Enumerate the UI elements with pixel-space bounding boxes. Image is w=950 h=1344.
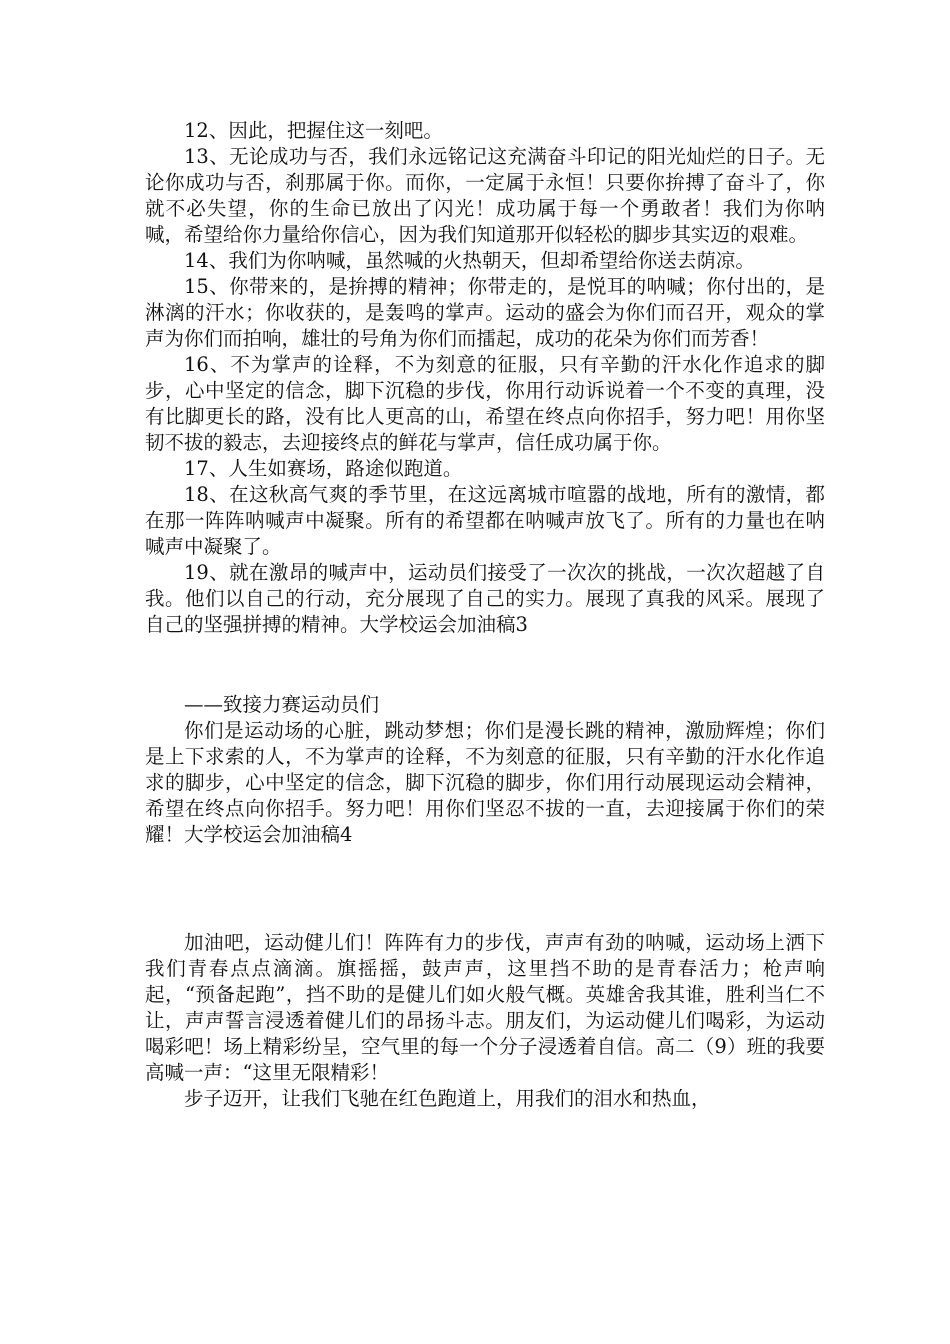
- paragraph-17: 17、人生如赛场，路途似跑道。: [184, 457, 463, 480]
- paragraph-19: 19、就在激昂的喊声中，运动员们接受了一次次的挑战，一次次超越了自我。他们以自己的行动，充分展现了自己的实力。展现了真我的风采。展现了自己的坚强拼搏的精神。大学校运会加油稿3: [145, 561, 825, 636]
- paragraph-15: 15、你带来的，是拚搏的精神；你带走的，是悦耳的呐喊；你付出的，是淋漓的汗水；你收获的，是轰鸣的掌声。运动的盛会为你们而召开，观众的掌声为你们而拍响，雄壮的号角为你们而擂起，成功的花朵为你们而芳香！: [145, 275, 825, 350]
- section-subtitle: ——致接力赛运动员们: [184, 693, 380, 716]
- paragraph-13: 13、无论成功与否，我们永远铭记这充满奋斗印记的阳光灿烂的日子。无论你成功与否，刹那属于你。而你，一定属于永恒！只要你拚搏了奋斗了，你就不必失望，你的生命已放出了闪光！成功属于每一个勇敢者！我们为你呐喊，希望给你力量给你信心，因为我们知道那开似轻松的脚步其实迈的艰难。: [145, 145, 825, 246]
- section-gap: [145, 638, 825, 692]
- paragraph-18: 18、在这秋高气爽的季节里，在这远离城市喧嚣的战地，所有的激情，都在那一阵阵呐喊声中凝聚。所有的希望都在呐喊声放飞了。所有的力量也在呐喊声中凝聚了。: [145, 483, 825, 558]
- paragraph-stride: 步子迈开，让我们飞驰在红色跑道上，用我们的泪水和热血，: [184, 1087, 711, 1110]
- paragraph-14: 14、我们为你呐喊，虽然喊的火热朝天，但却希望给你送去荫凉。: [184, 249, 755, 272]
- paragraph-relay: 你们是运动场的心脏，跳动梦想；你们是漫长跳的精神，激励辉煌；你们是上下求索的人，不为掌声的诠释，不为刻意的征服，只有辛勤的汗水化作追求的脚步，心中坚定的信念，脚下沉稳的脚步，你们用行动展现运动会精神，希望在终点向你招手。努力吧！用你们坚忍不拔的一直，去迎接属于你们的荣耀！大学校运会加油稿4: [145, 719, 825, 846]
- document-page: [145, 118, 825, 1112]
- paragraph-12: 12、因此，把握住这一刻吧。: [184, 119, 443, 142]
- paragraph-16: 16、不为掌声的诠释，不为刻意的征服，只有辛勤的汗水化作追求的脚步，心中坚定的信念，脚下沉稳的步伐，你用行动诉说着一个不变的真理，没有比脚更长的路，没有比人更高的山，希望在终点向你招手，努力吧！用你坚韧不拔的毅志，去迎接终点的鲜花与掌声，信任成功属于你。: [145, 353, 825, 454]
- section-gap: [145, 848, 825, 930]
- paragraph-cheer: 加油吧，运动健儿们！阵阵有力的步伐，声声有劲的呐喊，运动场上洒下我们青春点点滴滴。旗摇摇，鼓声声，这里挡不助的是青春活力；枪声响起，“预备起跑”，挡不助的是健儿们如火般气概。英雄舍我其谁，胜利当仁不让，声声誓言浸透着健儿们的昂扬斗志。朋友们，为运动健儿们喝彩，为运动喝彩吧！场上精彩纷呈，空气里的每一个分子浸透着自信。高二（9）班的我要高喊一声：“这里无限精彩！: [145, 931, 825, 1084]
